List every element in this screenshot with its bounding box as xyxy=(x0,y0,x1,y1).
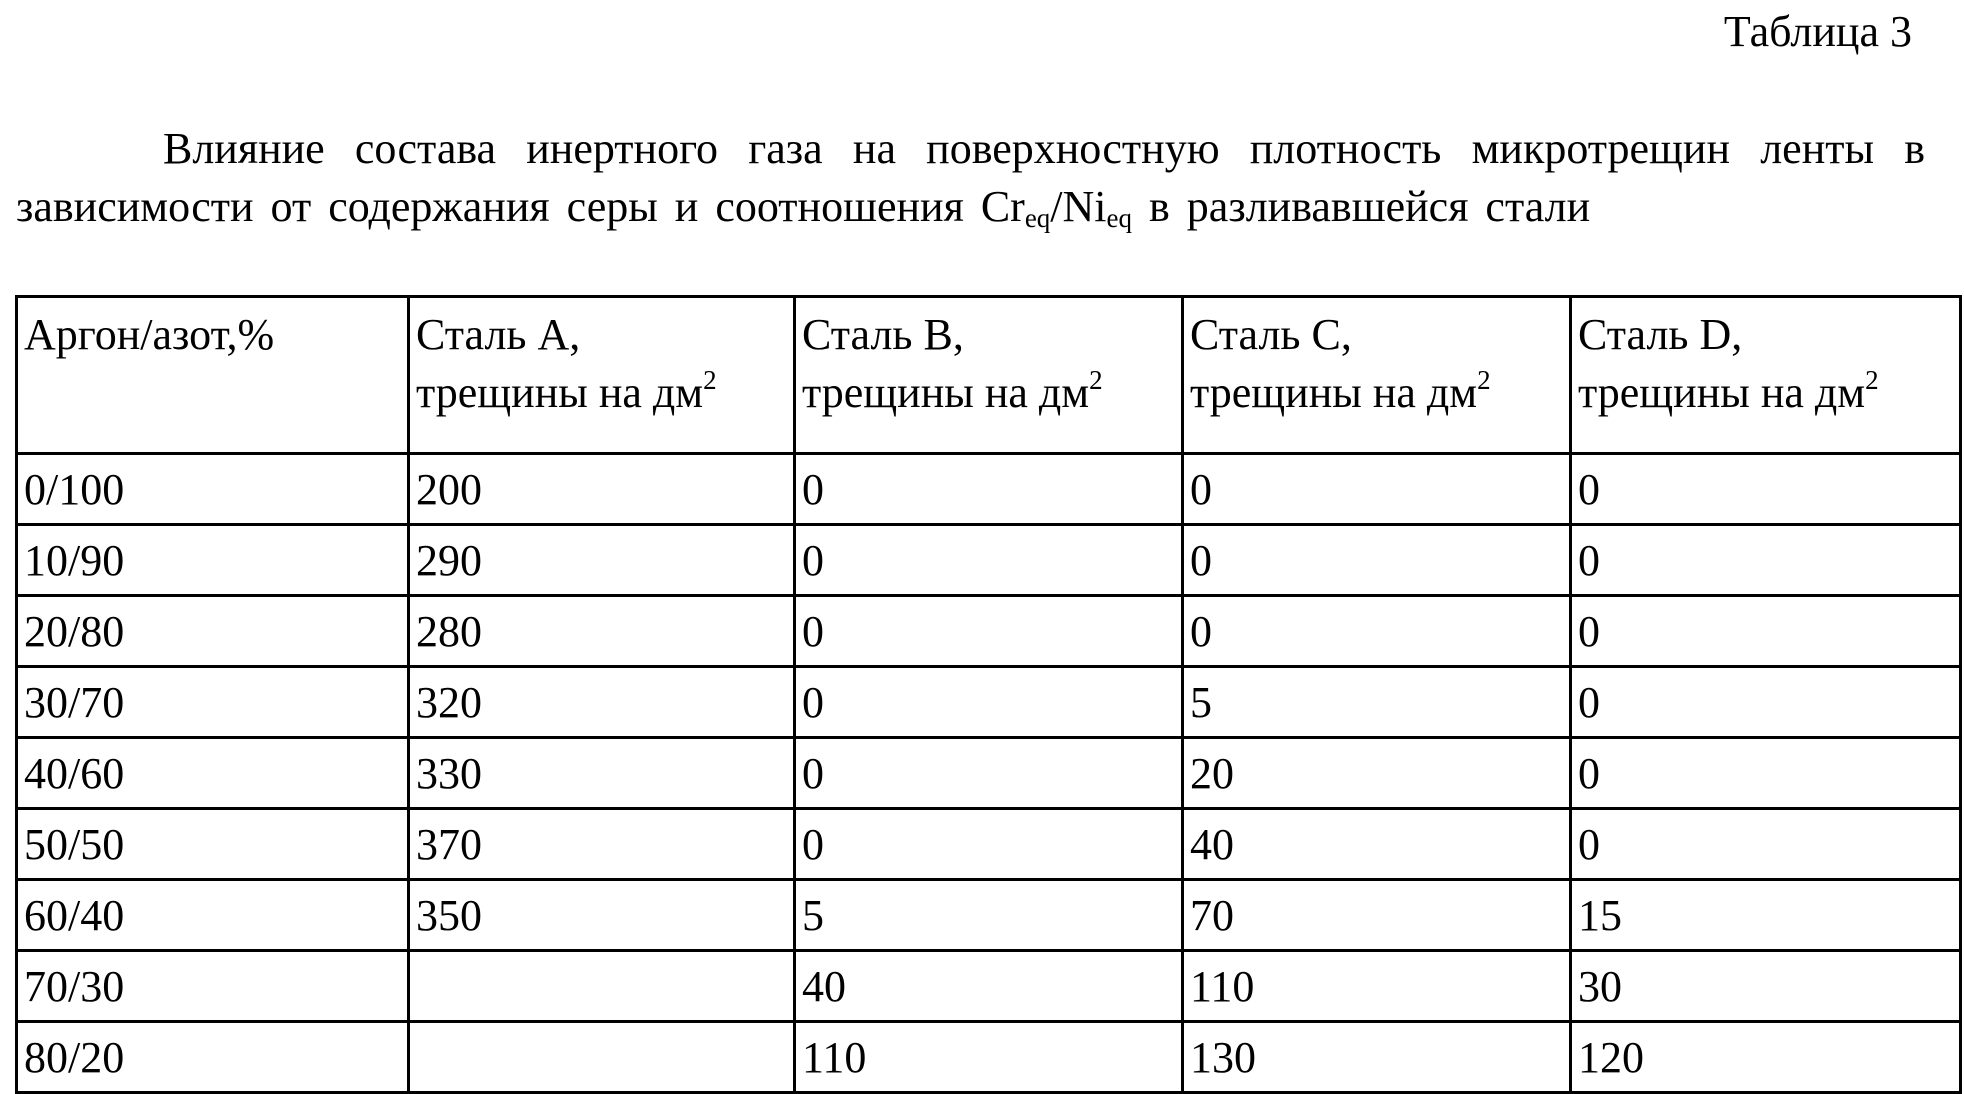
header-line1: Сталь С, xyxy=(1190,310,1352,359)
steel-c-cell: 130 xyxy=(1183,1022,1571,1093)
steel-b-cell: 0 xyxy=(795,525,1183,596)
table-row xyxy=(17,809,1961,880)
caption-slash: / xyxy=(1050,182,1063,231)
steel-b-cell: 110 xyxy=(795,1022,1183,1093)
header-line1: Сталь В, xyxy=(802,310,964,359)
header-line1: Аргон/азот,% xyxy=(24,310,275,359)
caption-ni: Ni xyxy=(1062,182,1107,231)
header-line2: трещины на дм xyxy=(1190,368,1478,417)
steel-a-cell xyxy=(409,951,795,1022)
steel-a-cell: 320 xyxy=(409,667,795,738)
steel-c-cell: 0 xyxy=(1183,596,1571,667)
steel-b-cell: 0 xyxy=(795,596,1183,667)
table-header-row xyxy=(17,297,1961,454)
steel-c-cell: 5 xyxy=(1183,667,1571,738)
steel-c-cell: 20 xyxy=(1183,738,1571,809)
steel-c-cell: 0 xyxy=(1183,525,1571,596)
ratio-cell: 20/80 xyxy=(17,596,409,667)
header-cell-argon-nitrogen xyxy=(17,297,409,454)
header-cell-steel-a xyxy=(409,297,795,454)
header-superscript: 2 xyxy=(1089,365,1103,395)
table-row xyxy=(17,454,1961,525)
steel-c-cell: 70 xyxy=(1183,880,1571,951)
steel-a-cell: 280 xyxy=(409,596,795,667)
steel-d-cell: 0 xyxy=(1571,667,1961,738)
ratio-cell: 80/20 xyxy=(17,1022,409,1093)
steel-b-cell: 0 xyxy=(795,809,1183,880)
steel-d-cell: 0 xyxy=(1571,454,1961,525)
ratio-cell: 50/50 xyxy=(17,809,409,880)
steel-a-cell: 350 xyxy=(409,880,795,951)
steel-d-cell: 0 xyxy=(1571,809,1961,880)
steel-d-cell: 120 xyxy=(1571,1022,1961,1093)
table-row xyxy=(17,880,1961,951)
table-row xyxy=(17,667,1961,738)
steel-d-cell: 0 xyxy=(1571,525,1961,596)
steel-d-cell: 15 xyxy=(1571,880,1961,951)
header-line2: трещины на дм xyxy=(802,368,1090,417)
steel-a-cell: 330 xyxy=(409,738,795,809)
cracks-table xyxy=(15,295,1962,1094)
ratio-cell: 0/100 xyxy=(17,454,409,525)
steel-d-cell: 30 xyxy=(1571,951,1961,1022)
header-cell-steel-b xyxy=(795,297,1183,454)
steel-c-cell: 0 xyxy=(1183,454,1571,525)
steel-a-cell xyxy=(409,1022,795,1093)
ratio-cell: 40/60 xyxy=(17,738,409,809)
caption-ni-subscript: eq xyxy=(1106,203,1133,233)
steel-b-cell: 0 xyxy=(795,454,1183,525)
ratio-cell: 70/30 xyxy=(17,951,409,1022)
table-row xyxy=(17,596,1961,667)
caption-text-before: Влияние состава инертного газа на поверхностную плотность микротрещин ленты в зависимости от содержания серы и соотношения xyxy=(16,124,1925,231)
header-cell-steel-d xyxy=(1571,297,1961,454)
ratio-cell: 60/40 xyxy=(17,880,409,951)
steel-c-cell: 110 xyxy=(1183,951,1571,1022)
caption-cr: Cr xyxy=(980,182,1025,231)
table-number: Таблица 3 xyxy=(1723,7,1912,56)
table-row xyxy=(17,525,1961,596)
table-row xyxy=(17,951,1961,1022)
steel-d-cell: 0 xyxy=(1571,738,1961,809)
steel-a-cell: 370 xyxy=(409,809,795,880)
steel-b-cell: 0 xyxy=(795,667,1183,738)
header-line2: трещины на дм xyxy=(416,368,704,417)
table-row xyxy=(17,1022,1961,1093)
caption-cr-subscript: eq xyxy=(1024,203,1051,233)
steel-b-cell: 5 xyxy=(795,880,1183,951)
header-line1: Сталь А, xyxy=(416,310,581,359)
header-superscript: 2 xyxy=(1477,365,1491,395)
header-superscript: 2 xyxy=(703,365,717,395)
header-superscript: 2 xyxy=(1865,365,1879,395)
table-caption xyxy=(16,120,1925,236)
table-row xyxy=(17,738,1961,809)
steel-b-cell: 40 xyxy=(795,951,1183,1022)
steel-c-cell: 40 xyxy=(1183,809,1571,880)
caption-text-after: в разливавшейся стали xyxy=(1132,182,1591,231)
header-line2: трещины на дм xyxy=(1578,368,1866,417)
ratio-cell: 10/90 xyxy=(17,525,409,596)
header-cell-steel-c xyxy=(1183,297,1571,454)
steel-a-cell: 200 xyxy=(409,454,795,525)
steel-a-cell: 290 xyxy=(409,525,795,596)
steel-d-cell: 0 xyxy=(1571,596,1961,667)
header-line1: Сталь D, xyxy=(1578,310,1743,359)
ratio-cell: 30/70 xyxy=(17,667,409,738)
steel-b-cell: 0 xyxy=(795,738,1183,809)
